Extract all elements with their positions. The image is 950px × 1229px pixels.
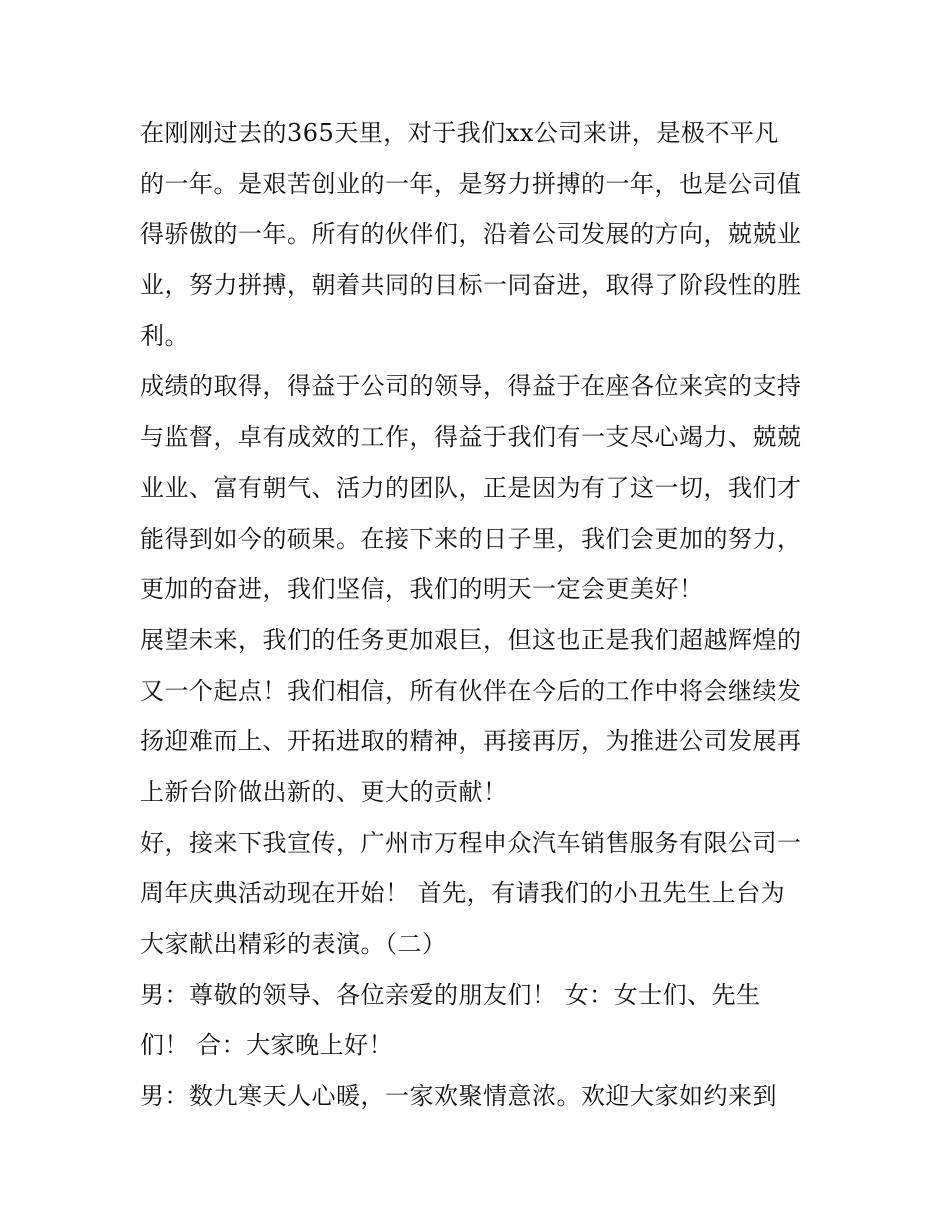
text-line: 得骄傲的一年。所有的伙伴们，沿着公司发展的方向，兢兢业 xyxy=(140,220,802,249)
text-line: 男：尊敬的领导、各位亲爱的朋友们！ 女：女士们、先生 xyxy=(140,980,761,1009)
text-line: 能得到如今的硕果。在接下来的日子里，我们会更加的努力， xyxy=(140,524,802,553)
text-line: 利。 xyxy=(140,321,189,350)
text-line: 好，接来下我宣传，广州市万程申众汽车销售服务有限公司一 xyxy=(140,828,802,857)
text-line: 与监督，卓有成效的工作，得益于我们有一支尽心竭力、兢兢 xyxy=(140,423,802,452)
text-line: 上新台阶做出新的、更大的贡献！ xyxy=(140,777,508,806)
text-line: 扬迎难而上、开拓进取的精神，再接再厉，为推进公司发展再 xyxy=(140,727,802,756)
text-line: 更加的奋进，我们坚信，我们的明天一定会更美好！ xyxy=(140,575,704,604)
text-line: 男：数九寒天人心暖，一家欢聚情意浓。欢迎大家如约来到 xyxy=(140,1082,777,1111)
text-line: 又一个起点！我们相信，所有伙伴在今后的工作中将会继续发 xyxy=(140,676,802,705)
text-line: 业业、富有朝气、活力的团队，正是因为有了这一切，我们才 xyxy=(140,473,802,502)
text-line: 周年庆典活动现在开始！ 首先，有请我们的小丑先生上台为 xyxy=(140,879,786,908)
text-line: 展望未来，我们的任务更加艰巨，但这也正是我们超越辉煌的 xyxy=(140,625,802,654)
document-body xyxy=(140,108,820,1122)
text-line: 大家献出精彩的表演。（二） xyxy=(140,930,447,958)
text-line: 成绩的取得，得益于公司的领导，得益于在座各位来宾的支持 xyxy=(140,372,802,401)
text-line: 业，努力拼搏，朝着共同的目标一同奋进，取得了阶段性的胜 xyxy=(140,271,802,300)
text-line: 的一年。是艰苦创业的一年，是努力拼搏的一年，也是公司值 xyxy=(140,169,802,198)
text-line: 在刚刚过去的365天里，对于我们xx公司来讲，是极不平凡 xyxy=(140,119,779,147)
text-line: 们！ 合：大家晚上好！ xyxy=(140,1031,394,1060)
